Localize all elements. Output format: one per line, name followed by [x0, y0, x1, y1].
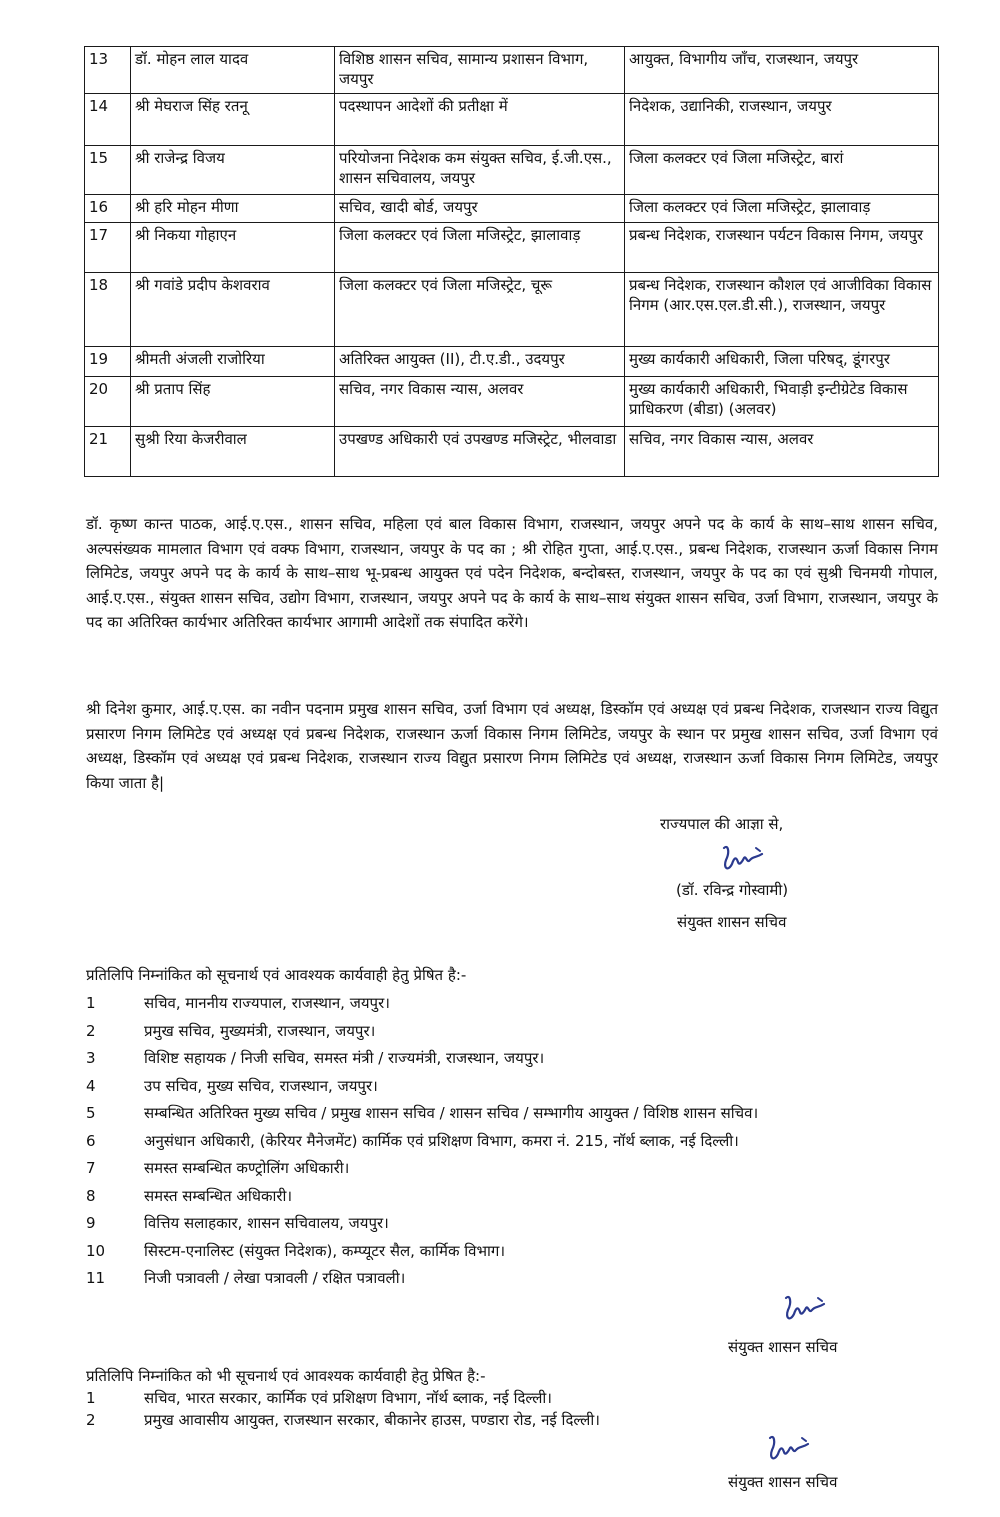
current-post: उपखण्ड अधिकारी एवं उपखण्ड मजिस्ट्रेट, भीलवाडा [335, 427, 625, 477]
item-text: विशिष्ट सहायक / निजी सचिव, समस्त मंत्री / राज्यमंत्री, राजस्थान, जयपुर। [144, 1049, 545, 1067]
table-row [85, 195, 939, 223]
item-number: 2 [86, 1021, 96, 1040]
item-text: वित्तिय सलाहकार, शासन सचिवालय, जयपुर। [144, 1214, 389, 1232]
list-item [86, 1128, 966, 1156]
item-number: 9 [86, 1214, 96, 1232]
officer-name: श्री राजेन्द्र विजय [131, 146, 335, 195]
list-item [86, 1409, 966, 1431]
new-post: प्रबन्ध निदेशक, राजस्थान पर्यटन विकास निगम, जयपुर [625, 223, 939, 273]
new-post: निदेशक, उद्यानिकी, राजस्थान, जयपुर [625, 94, 939, 146]
table-row [85, 347, 939, 377]
current-post: सचिव, खादी बोर्ड, जयपुर [335, 195, 625, 223]
list-item [86, 1155, 966, 1183]
item-text: उप सचिव, मुख्य सचिव, राजस्थान, जयपुर। [144, 1076, 378, 1095]
new-post: मुख्य कार्यकारी अधिकारी, जिला परिषद्, डूंगरपुर [625, 347, 939, 377]
item-number: 4 [86, 1076, 96, 1095]
list-item [86, 1183, 966, 1211]
item-number: 3 [86, 1049, 96, 1067]
item-text: सचिव, भारत सरकार, कार्मिक एवं प्रशिक्षण विभाग, नॉर्थ ब्लाक, नई दिल्ली। [144, 1389, 552, 1407]
serial-number: 13 [85, 47, 131, 94]
officer-name: श्री प्रताप सिंह [131, 377, 335, 427]
item-number: 8 [86, 1186, 96, 1205]
item-text: सचिव, माननीय राज्यपाल, राजस्थान, जयपुर। [144, 994, 390, 1012]
item-number: 10 [86, 1241, 106, 1260]
current-post: विशिष्ठ शासन सचिव, सामान्य प्रशासन विभाग, जयपुर [335, 47, 625, 94]
current-post: सचिव, नगर विकास न्यास, अलवर [335, 377, 625, 427]
list-item [86, 990, 966, 1018]
item-text: प्रमुख सचिव, मुख्यमंत्री, राजस्थान, जयपुर। [144, 1021, 376, 1040]
list-item [86, 1265, 966, 1293]
item-number: 2 [86, 1411, 96, 1429]
current-post: अतिरिक्त आयुक्त (II), टी.ए.डी., उदयपुर [335, 347, 625, 377]
item-text: निजी पत्रावली / लेखा पत्रावली / रक्षित पत्रावली। [144, 1269, 406, 1287]
new-post: जिला कलक्टर एवं जिला मजिस्ट्रेट, बारां [625, 146, 939, 195]
table-row [85, 223, 939, 273]
officer-name: डॉ. मोहन लाल यादव [131, 47, 335, 94]
serial-number: 20 [85, 377, 131, 427]
signature-mark [778, 1292, 830, 1326]
officer-name: श्री हरि मोहन मीणा [131, 195, 335, 223]
officer-name: सुश्री रिया केजरीवाल [131, 427, 335, 477]
current-post: परियोजना निदेशक कम संयुक्त सचिव, ई.जी.एस., शासन सचिवालय, जयपुर [335, 146, 625, 195]
item-number: 7 [86, 1159, 96, 1177]
table-row [85, 427, 939, 477]
list-item [86, 1045, 966, 1073]
officer-name: श्री निकया गोहाएन [131, 223, 335, 273]
serial-number: 14 [85, 94, 131, 146]
item-number: 6 [86, 1131, 96, 1150]
item-text: अनुसंधान अधिकारी, (केरियर मैनेजमेंट) कार्मिक एवं प्रशिक्षण विभाग, कमरा नं. 215, नॉर्थ ब्लाक, नई दिल्ली। [144, 1131, 739, 1150]
officer-name: श्री मेघराज सिंह रतनू [131, 94, 335, 146]
new-post: आयुक्त, विभागीय जाँच, राजस्थान, जयपुर [625, 47, 939, 94]
table-row [85, 47, 939, 94]
officer-name: श्री गवांडे प्रदीप केशवराव [131, 273, 335, 347]
new-post: जिला कलक्टर एवं जिला मजिस्ट्रेट, झालावाड़ [625, 195, 939, 223]
current-post: जिला कलक्टर एवं जिला मजिस्ट्रेट, चूरू [335, 273, 625, 347]
item-number: 11 [86, 1269, 106, 1287]
designation-change-paragraph: श्री दिनेश कुमार, आई.ए.एस. का नवीन पदनाम प्रमुख शासन सचिव, उर्जा विभाग एवं अध्यक्ष, डिस्कॉम एवं अध्यक्ष एवं प्रबन्ध निदेशक, राजस्थान राज्य विद्युत प्रसारण निगम लिमिटेड एवं अध्यक्ष एवं प्रबन्ध निदेशक, राजस्थान ऊर्जा विकास निगम लिमिटेड, जयपुर के स्थान पर प्रमुख शासन सचिव, उर्जा विभाग एवं अध्यक्ष, डिस्कॉम एवं अध्यक्ष एवं प्रबन्ध निदेशक, राजस्थान राज्य विद्युत प्रसारण निगम लिमिटेड एवं अध्यक्ष, राजस्थान ऊर्जा विकास निगम लिमिटेड, जयपुर किया जाता है| [86, 700, 938, 792]
postings-table [84, 46, 939, 477]
list-item [86, 1100, 966, 1128]
item-text: समस्त सम्बन्धित कण्ट्रोलिंग अधिकारी। [144, 1159, 350, 1177]
current-post: जिला कलक्टर एवं जिला मजिस्ट्रेट, झालावाड़ [335, 223, 625, 273]
signature-mark [762, 1432, 814, 1466]
list-item [86, 1387, 966, 1409]
signatory-designation: संयुक्त शासन सचिव [677, 913, 787, 931]
copy-to-heading: प्रतिलिपि निम्नांकित को सूचनार्थ एवं आवश्यक कार्यवाही हेतु प्रेषित है:- [86, 966, 467, 984]
table-row [85, 146, 939, 195]
item-number: 1 [86, 994, 96, 1012]
signature-mark [716, 842, 768, 876]
serial-number: 15 [85, 146, 131, 195]
serial-number: 18 [85, 273, 131, 347]
item-text: सिस्टम-एनालिस्ट (संयुक्त निदेशक), कम्प्यूटर सैल, कार्मिक विभाग। [144, 1241, 506, 1260]
copy-to-also-list [86, 1387, 966, 1431]
item-text: समस्त सम्बन्धित अधिकारी। [144, 1186, 293, 1205]
copy-to-list [86, 990, 966, 1293]
copy-list-1-signatory: संयुक्त शासन सचिव [728, 1338, 838, 1356]
current-post: पदस्थापन आदेशों की प्रतीक्षा में [335, 94, 625, 146]
new-post: प्रबन्ध निदेशक, राजस्थान कौशल एवं आजीविका विकास निगम (आर.एस.एल.डी.सी.), राजस्थान, जयपुर [625, 273, 939, 347]
item-number: 1 [86, 1389, 96, 1407]
new-post: सचिव, नगर विकास न्यास, अलवर [625, 427, 939, 477]
serial-number: 19 [85, 347, 131, 377]
item-text: सम्बन्धित अतिरिक्त मुख्य सचिव / प्रमुख शासन सचिव / शासन सचिव / सम्भागीय आयुक्त / विशिष्ठ शासन सचिव। [144, 1104, 759, 1122]
table-row [85, 273, 939, 347]
list-item [86, 1073, 966, 1101]
additional-charge-paragraph: डॉ. कृष्ण कान्त पाठक, आई.ए.एस., शासन सचिव, महिला एवं बाल विकास विभाग, राजस्थान, जयपुर अपने पद के कार्य के साथ–साथ शासन सचिव, अल्पसंख्यक मामलात विभाग एवं वक्फ विभाग, राजस्थान, जयपुर के पद का ; श्री रोहित गुप्ता, आई.ए.एस., प्रबन्ध निदेशक, राजस्थान ऊर्जा विकास निगम लिमिटेड, जयपुर अपने पद के कार्य के साथ–साथ भू-प्रबन्ध आयुक्त एवं पदेन निदेशक, बन्दोबस्त, राजस्थान, जयपुर के पद का एवं सुश्री चिनमयी गोपाल, आई.ए.एस., संयुक्त शासन सचिव, उद्योग विभाग, राजस्थान, जयपुर अपने पद के कार्य के साथ–साथ संयुक्त शासन सचिव, उर्जा विभाग, राजस्थान, जयपुर के पद का अतिरिक्त कार्यभार अतिरिक्त कार्यभार आगामी आदेशों तक संपादित करेंगे। [86, 515, 938, 631]
copy-list-2-signatory: संयुक्त शासन सचिव [728, 1473, 838, 1491]
table-row [85, 94, 939, 146]
serial-number: 21 [85, 427, 131, 477]
table-row [85, 377, 939, 427]
list-item [86, 1210, 966, 1238]
list-item [86, 1238, 966, 1266]
copy-to-also-heading: प्रतिलिपि निम्नांकित को भी सूचनार्थ एवं आवश्यक कार्यवाही हेतु प्रेषित है:- [86, 1367, 486, 1385]
new-post: मुख्य कार्यकारी अधिकारी, भिवाड़ी इन्टीग्रेटेड विकास प्राधिकरण (बीडा) (अलवर) [625, 377, 939, 427]
serial-number: 16 [85, 195, 131, 223]
signatory-name: (डॉ. रविन्द्र गोस्वामी) [676, 881, 789, 899]
list-item [86, 1018, 966, 1046]
officer-name: श्रीमती अंजली राजोरिया [131, 347, 335, 377]
item-text: प्रमुख आवासीय आयुक्त, राजस्थान सरकार, बीकानेर हाउस, पण्डारा रोड, नई दिल्ली। [144, 1411, 600, 1429]
by-order-of-governor: राज्यपाल की आज्ञा से, [660, 815, 784, 833]
item-number: 5 [86, 1104, 96, 1122]
serial-number: 17 [85, 223, 131, 273]
